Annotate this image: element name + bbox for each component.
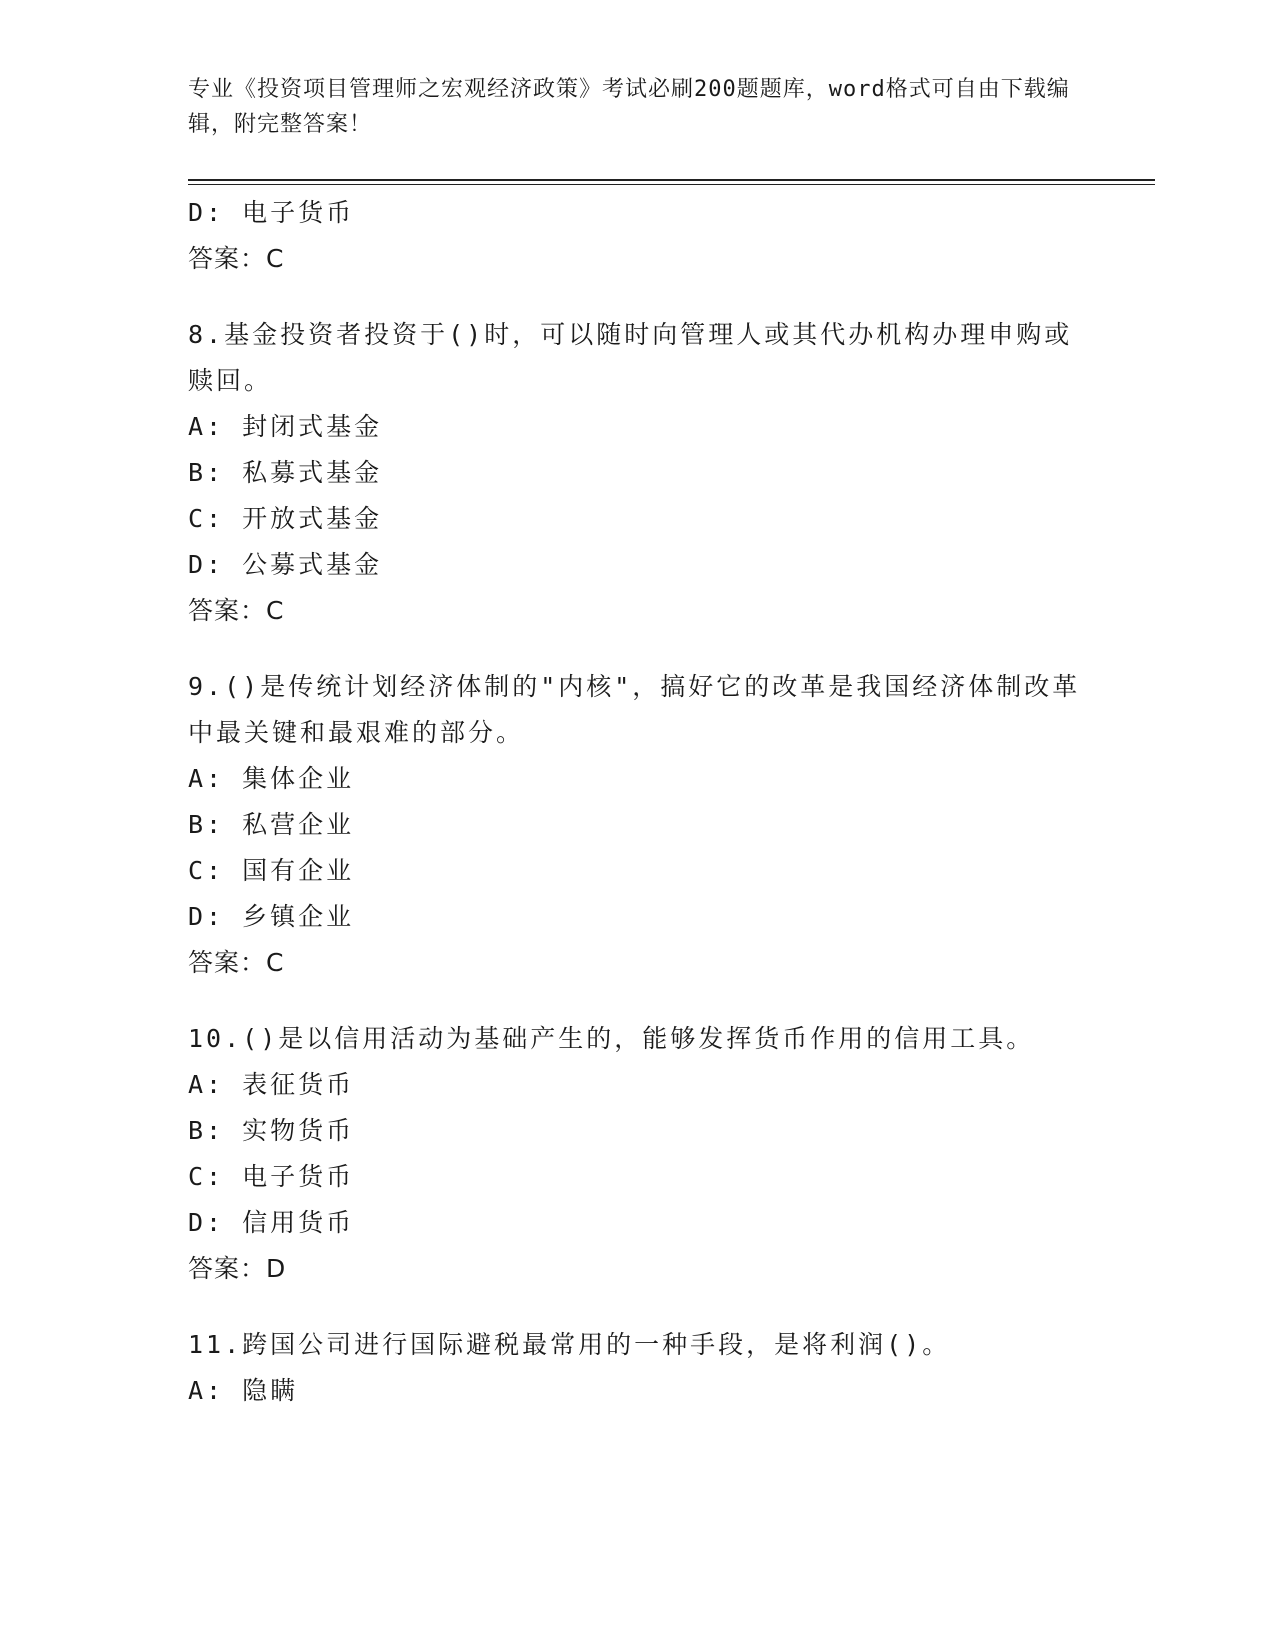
question-10 (188, 1016, 1088, 1292)
header-rule-thick (188, 179, 1155, 181)
question-stem: 10.()是以信用活动为基础产生的，能够发挥货币作用的信用工具。 (188, 1024, 1035, 1053)
answer: 答案：D (188, 1254, 287, 1283)
question-stem: 11.跨国公司进行国际避税最常用的一种手段，是将利润()。 (188, 1330, 951, 1359)
question-9 (188, 664, 1088, 986)
question-stem: 8.基金投资者投资于()时，可以随时向管理人或其代办机构办理申购或赎回。 (188, 320, 1073, 395)
option-a: A: 封闭式基金 (188, 412, 383, 441)
answer: 答案：C (188, 596, 285, 625)
option-c: C: 开放式基金 (188, 504, 383, 533)
option-d: D: 公募式基金 (188, 550, 383, 579)
option-b: B: 私募式基金 (188, 458, 383, 487)
question-11 (188, 1322, 1088, 1414)
question-stem: 9.()是传统计划经济体制的"内核"，搞好它的改革是我国经济体制改革中最关键和最艰难的部分。 (188, 672, 1081, 747)
answer: 答案：C (188, 244, 285, 273)
option-a: A: 集体企业 (188, 764, 355, 793)
header-rule-thin (188, 184, 1155, 185)
question-8 (188, 312, 1088, 634)
option-b: B: 实物货币 (188, 1116, 355, 1145)
option-d: D: 电子货币 (188, 198, 355, 227)
option-d: D: 信用货币 (188, 1208, 355, 1237)
question-list (188, 190, 1088, 1414)
option-a: A: 隐瞒 (188, 1376, 299, 1405)
option-b: B: 私营企业 (188, 810, 355, 839)
option-c: C: 电子货币 (188, 1162, 355, 1191)
previous-question-fragment (188, 190, 1088, 282)
document-header: 专业《投资项目管理师之宏观经济政策》考试必刷200题题库，word格式可自由下载编辑，附完整答案！ (188, 77, 1070, 137)
option-a: A: 表征货币 (188, 1070, 355, 1099)
answer: 答案：C (188, 948, 285, 977)
option-d: D: 乡镇企业 (188, 902, 355, 931)
option-c: C: 国有企业 (188, 856, 355, 885)
